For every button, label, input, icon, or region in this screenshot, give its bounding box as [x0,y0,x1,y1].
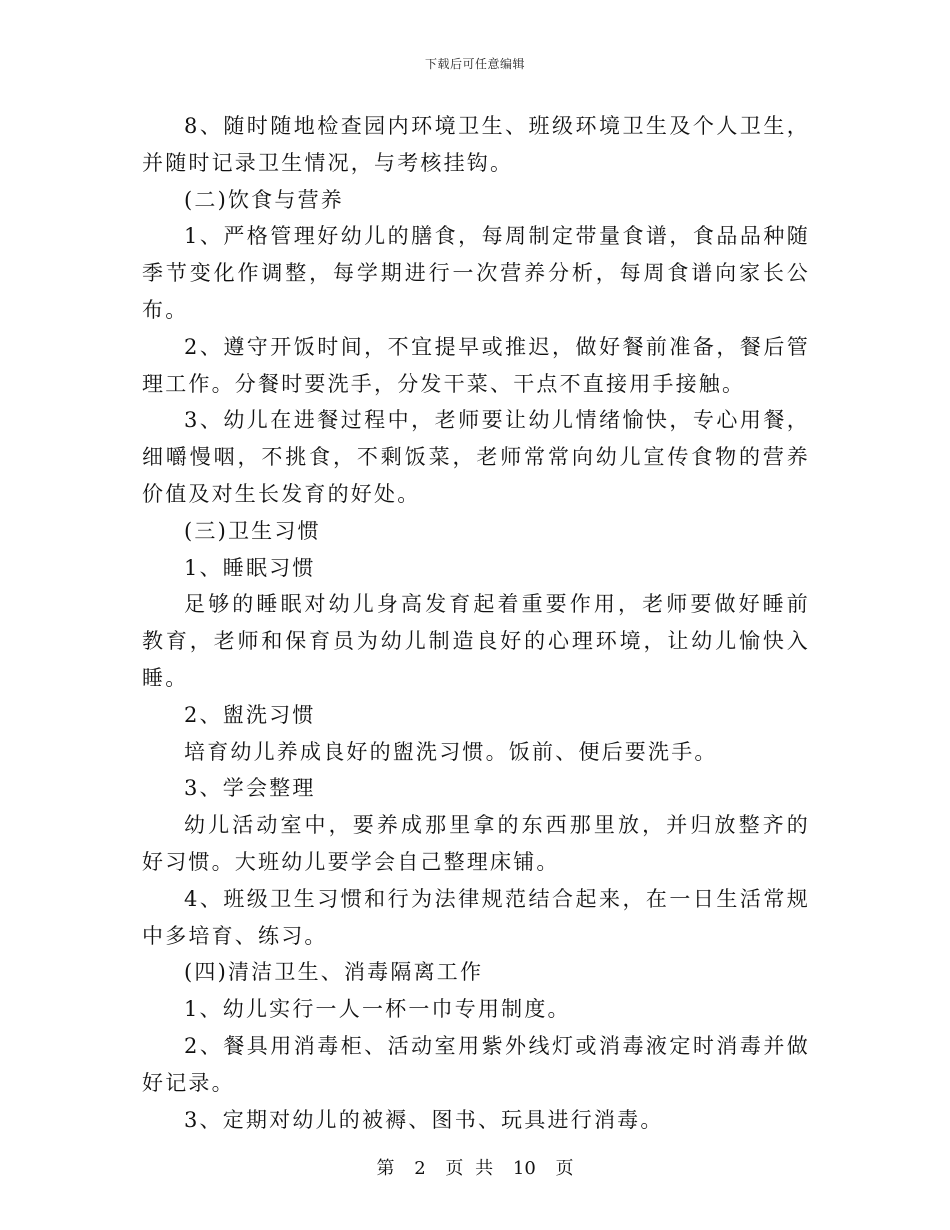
footer-suffix: 页 [555,1158,574,1179]
paragraph: 培育幼儿养成良好的盥洗习惯。饭前、便后要洗手。 [184,739,718,764]
paragraph: 足够的睡眠对幼儿身高发育起着重要作用，老师要做好睡前教育，老师和保育员为幼儿制造良好的心理环境，让幼儿愉快入睡。 [142,592,810,690]
page-footer [0,1154,950,1180]
total-pages-number: 10 [512,1158,536,1179]
paragraph: 幼儿活动室中，要养成那里拿的东西那里放，并归放整齐的好习惯。大班幼儿要学会自己整理床铺。 [142,813,810,874]
section-heading: (三)卫生习惯 [184,518,321,543]
subheading: 1、睡眠习惯 [184,555,316,580]
document-body [142,108,810,1138]
section-heading: (二)饮食与营养 [184,187,344,212]
paragraph: 8、随时随地检查园内环境卫生、班级环境卫生及个人卫生，并随时记录卫生情况，与考核挂钩。 [142,114,810,175]
subheading: 3、学会整理 [184,776,316,801]
page-header: 下载后可任意编辑 [424,57,525,71]
paragraph: 1、严格管理好幼儿的膳食，每周制定带量食谱，食品品种随季节变化作调整，每学期进行一次营养分析，每周食谱向家长公布。 [142,224,810,322]
paragraph: 3、幼儿在进餐过程中，老师要让幼儿情绪愉快，专心用餐，细嚼慢咽，不挑食，不剩饭菜，老师常常向幼儿宣传食物的营养价值及对生长发育的好处。 [142,408,810,506]
paragraph: 2、遵守开饭时间，不宜提早或推迟，做好餐前准备，餐后管理工作。分餐时要洗手，分发干菜、干点不直接用手接触。 [142,334,810,396]
paragraph: 2、餐具用消毒柜、活动室用紫外线灯或消毒液定时消毒并做好记录。 [142,1033,810,1095]
subheading: 2、盥洗习惯 [184,702,316,727]
paragraph: 1、幼儿实行一人一杯一巾专用制度。 [184,997,571,1022]
footer-prefix: 第 [376,1158,395,1179]
paragraph: 4、班级卫生习惯和行为法律规范结合起来，在一日生活常规中多培育、练习。 [142,886,810,948]
footer-middle: 页 共 [445,1158,494,1179]
paragraph: 3、定期对幼儿的被褥、图书、玩具进行消毒。 [184,1107,664,1132]
current-page-number: 2 [414,1158,426,1179]
section-heading: (四)清洁卫生、消毒隔离工作 [184,960,484,985]
